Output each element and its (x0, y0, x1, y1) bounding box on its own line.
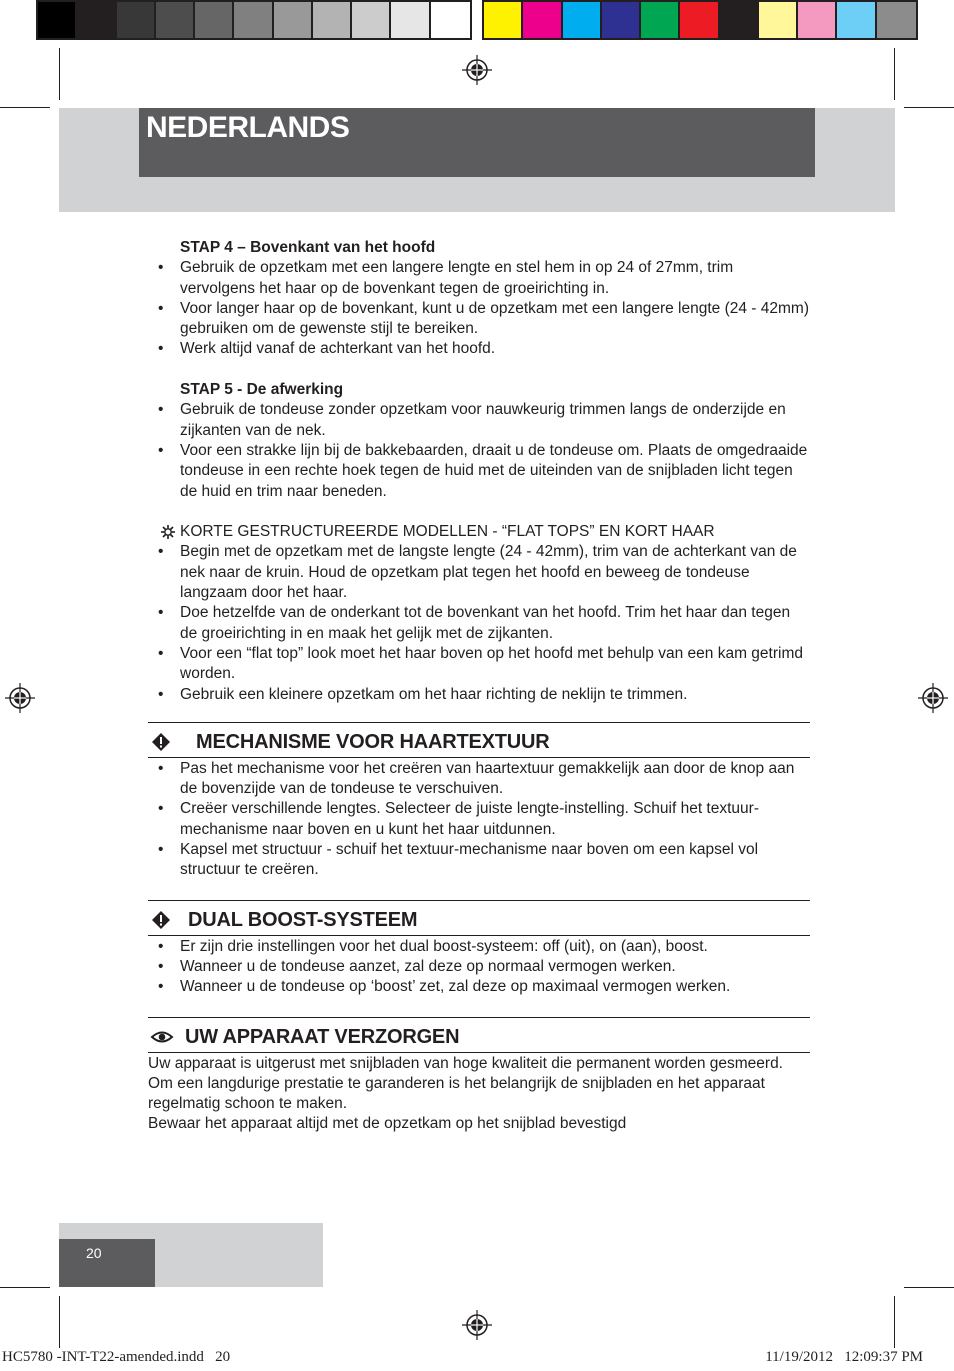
short-styles-list (148, 542, 810, 704)
care-section-heading (148, 1017, 810, 1053)
boost-section-heading (148, 900, 810, 936)
color-swatch (431, 2, 470, 38)
crop-mark (0, 1287, 50, 1288)
color-swatch (837, 2, 876, 38)
color-swatch (313, 2, 352, 38)
step5-title: STAP 5 - De afwerking (180, 381, 344, 399)
color-swatch (117, 2, 156, 38)
color-swatch (563, 2, 602, 38)
list-item: • Voor een “flat top” look moet het haar boven op het hoofd met behulp van een kam getrimd worden. (148, 644, 810, 685)
paragraph: Bewaar het apparaat altijd met de opzetkam op het snijblad bevestigd (148, 1115, 627, 1133)
crop-mark (59, 48, 60, 100)
color-swatch (484, 2, 523, 38)
page-number-tab (59, 1239, 155, 1287)
texture-title: MECHANISME VOOR HAARTEXTUUR (196, 730, 550, 753)
color-swatch (759, 2, 798, 38)
list-item: • Voor een strakke lijn bij de bakkebaarden, draait u de tondeuse om. Plaats de omgedraaide tondeuse in een rechte hoek tegen de huid met de uiteinden van de snijbladen licht tegen de huid en trim naar beneden. (148, 441, 810, 502)
crop-mark (894, 1296, 895, 1348)
registration-mark-icon (462, 1310, 492, 1340)
crop-mark (0, 107, 50, 108)
color-swatch (680, 2, 719, 38)
list-item: • Gebruik de tondeuse zonder opzetkam voor nauwkeurig trimmen langs de onderzijde en zijkanten van de nek. (148, 400, 810, 441)
care-body (148, 1054, 810, 1135)
step4-list (148, 258, 810, 359)
list-item: • Voor langer haar op de bovenkant, kunt u de opzetkam met een langere lengte (24 - 42mm) gebruiken om de gewenste stijl te bereiken. (148, 299, 810, 340)
step5-list (148, 400, 810, 501)
list-item: • Gebruik een kleinere opzetkam om het haar richting de neklijn te trimmen. (148, 685, 810, 705)
paragraph: Om een langdurige prestatie te garanderen is het belangrijk de snijbladen en het apparaat regelmatig schoon te maken. (148, 1074, 765, 1113)
paragraph: Uw apparaat is uitgerust met snijbladen van hoge kwaliteit die permanent worden gesmeerd. (148, 1054, 783, 1072)
list-item: • Pas het mechanisme voor het creëren van haartextuur gemakkelijk aan door de knop aan de bovenzijde van de tondeuse te verschuiven. (148, 759, 810, 800)
list-item: • Gebruik de opzetkam met een langere lengte en stel hem in op 24 of 27mm, trim vervolgens het haar op de bovenkant tegen de groeirichting in. (148, 258, 810, 299)
color-swatch (602, 2, 641, 38)
crop-mark (59, 1296, 60, 1348)
list-item: • Er zijn drie instellingen voor het dual boost-systeem: off (uit), on (aan), boost. (148, 937, 810, 957)
list-item: • Werk altijd vanaf de achterkant van het hoofd. (148, 339, 810, 359)
color-swatch (195, 2, 234, 38)
list-item: • Doe hetzelfde van de onderkant tot de bovenkant van het hoofd. Trim het haar dan tegen de groeirichting in en maak het gelijk met de zijkanten. (148, 603, 810, 644)
crop-mark (894, 48, 895, 100)
texture-list (148, 759, 810, 881)
color-swatch (156, 2, 195, 38)
boost-list (148, 937, 810, 998)
crop-mark (904, 1287, 954, 1288)
registration-mark-icon (918, 683, 948, 713)
color-swatch (391, 2, 430, 38)
main-content (148, 238, 810, 1135)
registration-mark-icon (5, 683, 35, 713)
page-number: 20 (86, 1245, 102, 1261)
sun-icon (160, 522, 176, 540)
color-swatch (38, 2, 77, 38)
eye-icon (150, 1027, 174, 1047)
color-swatch (523, 2, 562, 38)
color-swatch (720, 2, 759, 38)
page-title: NEDERLANDS (146, 111, 350, 144)
list-item: • Creëer verschillende lengtes. Selecteer de juiste lengte-instelling. Schuif het textuur-mechanisme naar boven en u kunt het haar uitdunnen. (148, 799, 810, 840)
boost-title: DUAL BOOST-SYSTEEM (188, 908, 418, 931)
warning-diamond-icon (150, 910, 172, 930)
crop-mark (904, 107, 954, 108)
color-swatch (234, 2, 273, 38)
short-styles-title: KORTE GESTRUCTUREERDE MODELLEN - “FLAT TOPS” EN KORT HAAR (180, 523, 715, 541)
color-swatch (352, 2, 391, 38)
color-swatch (77, 2, 116, 38)
list-item: • Kapsel met structuur - schuif het textuur-mechanisme naar boven om een kapsel vol structuur te creëren. (148, 840, 810, 881)
color-swatch (798, 2, 837, 38)
color-swatch (877, 2, 916, 38)
slug-file-info: HC5780 -INT-T22-amended.indd 20 (2, 1349, 231, 1365)
color-swatch (274, 2, 313, 38)
color-swatch (641, 2, 680, 38)
list-item: • Wanneer u de tondeuse op ‘boost’ zet, zal deze op maximaal vermogen werken. (148, 977, 810, 997)
care-title: UW APPARAAT VERZORGEN (185, 1025, 460, 1048)
short-styles-heading (148, 522, 810, 542)
slug-timestamp: 11/19/2012 12:09:37 PM (765, 1349, 923, 1365)
warning-diamond-icon (150, 732, 172, 752)
registration-mark-icon (462, 55, 492, 85)
list-item: • Begin met de opzetkam met de langste lengte (24 - 42mm), trim van de achterkant van de nek naar de kruin. Houd de opzetkam plat tegen het hoofd en beweeg de tondeuse langzaam door het haar. (148, 542, 810, 603)
step4-title: STAP 4 – Bovenkant van het hoofd (180, 239, 436, 256)
process-color-bar (482, 0, 918, 40)
texture-section-heading (148, 722, 810, 758)
grayscale-color-bar (36, 0, 472, 40)
list-item: • Wanneer u de tondeuse aanzet, zal deze op normaal vermogen werken. (148, 957, 810, 977)
